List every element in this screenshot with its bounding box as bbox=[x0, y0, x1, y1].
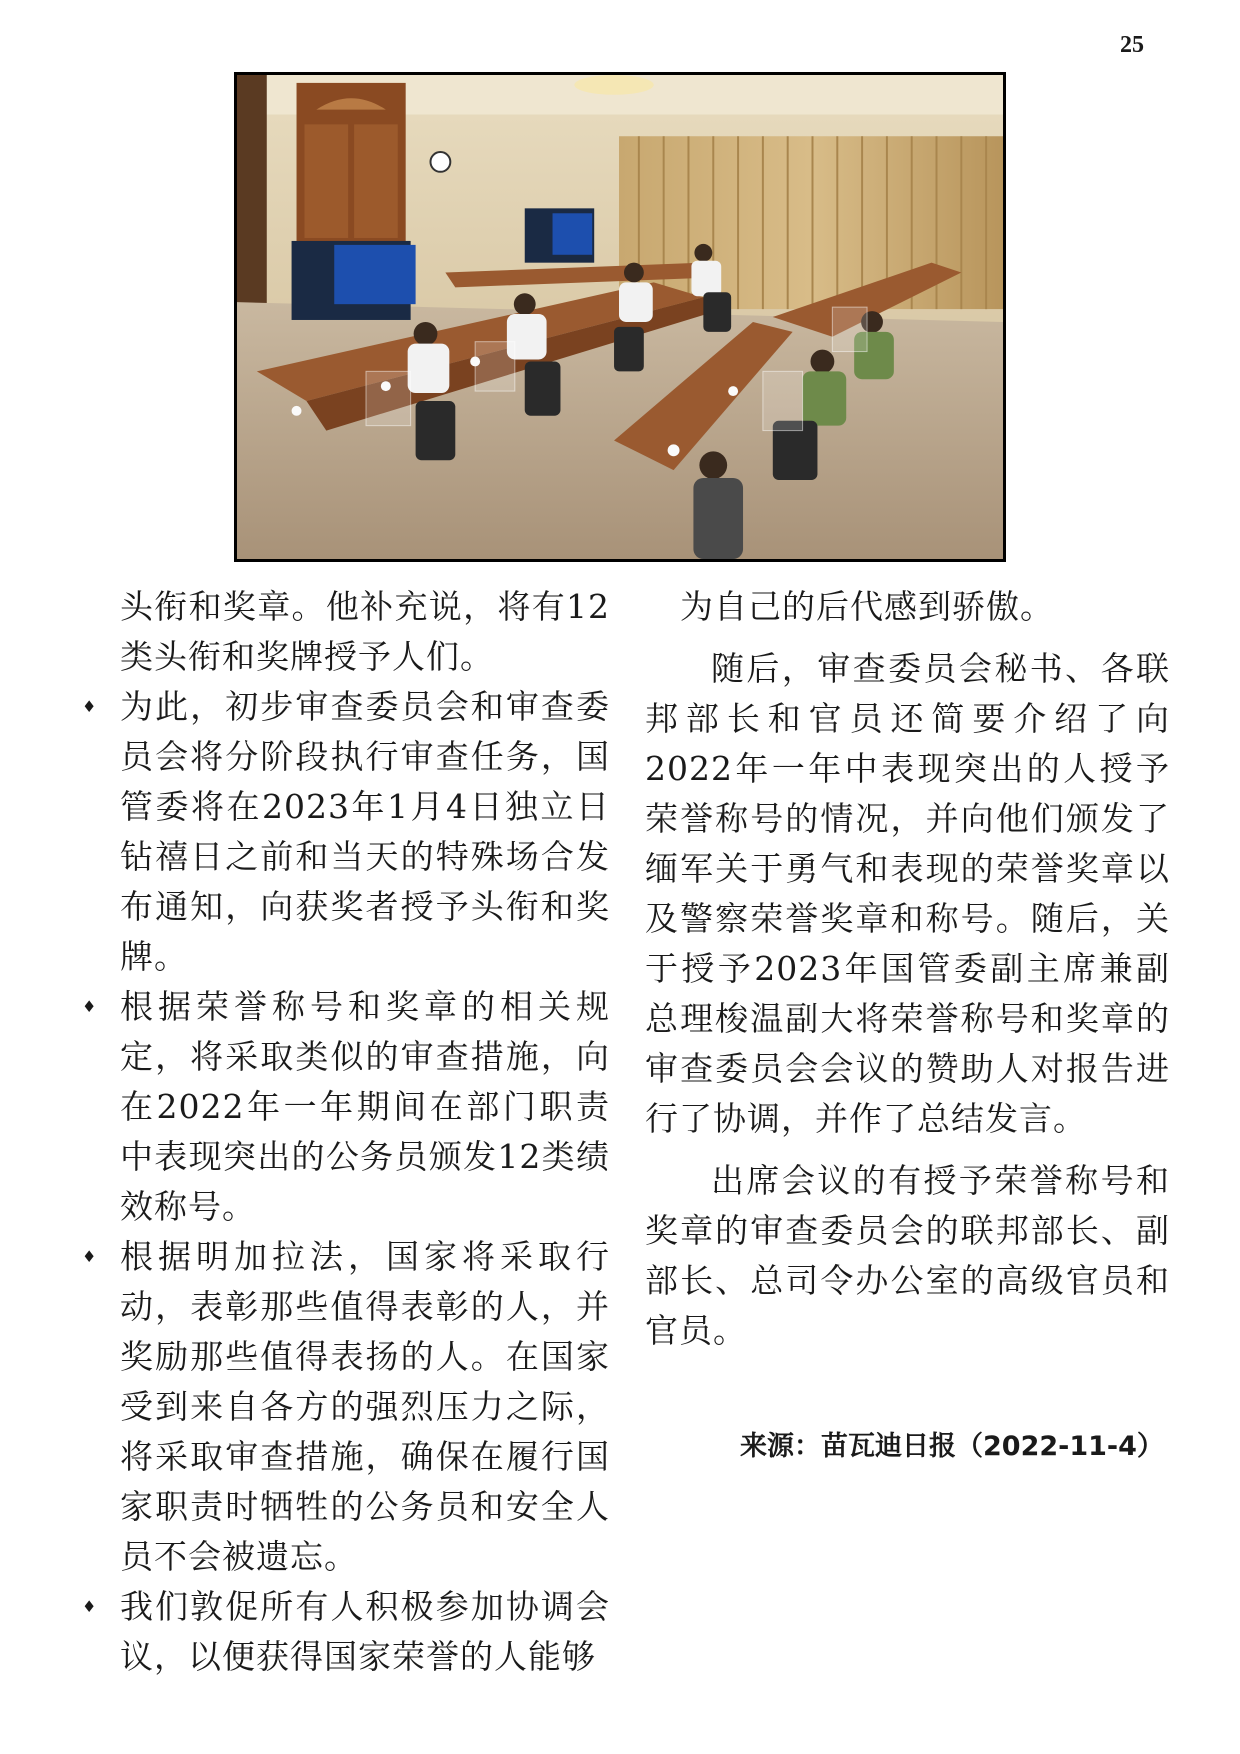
diamond-bullet-icon: ♦ bbox=[82, 997, 98, 1016]
right-column bbox=[645, 582, 1170, 1368]
bullet-text: 我们敦促所有人积极参加协调会议，以便获得国家荣誉的人能够 bbox=[120, 1587, 610, 1676]
bullet-item bbox=[82, 1582, 610, 1682]
paragraph: 随后，审查委员会秘书、各联邦部长和官员还简要介绍了向2022年一年中表现突出的人授予荣誉称号的情况，并向他们颁发了缅军关于勇气和表现的荣誉奖章以及警察荣誉奖章和称号。随后，关于授予2023年国管委副主席兼副总理梭温副大将荣誉称号和奖章的审查委员会会议的赞助人对报告进行了协调，并作了总结发言。 bbox=[645, 649, 1170, 1138]
meeting-photo-illustration bbox=[237, 75, 1003, 559]
bullet-text: 根据荣誉称号和奖章的相关规定，将采取类似的审查措施，向在2022年一年期间在部门职责中表现突出的公务员颁发12类绩效称号。 bbox=[120, 987, 610, 1226]
paragraph: 出席会议的有授予荣誉称号和奖章的审查委员会的联邦部长、副部长、总司令办公室的高级官员和官员。 bbox=[645, 1161, 1170, 1350]
page-number: 25 bbox=[1120, 32, 1144, 58]
continued-bullet-text: 为自己的后代感到骄傲。 bbox=[680, 587, 1054, 626]
bullet-item bbox=[82, 982, 610, 1232]
bullet-item bbox=[82, 1232, 610, 1582]
diamond-bullet-icon: ♦ bbox=[82, 1247, 98, 1266]
diamond-bullet-icon: ♦ bbox=[82, 1597, 98, 1616]
meeting-photo bbox=[234, 72, 1006, 562]
continued-paragraph: 头衔和奖章。他补充说，将有12类头衔和奖牌授予人们。 bbox=[120, 587, 610, 676]
left-column bbox=[82, 582, 610, 1682]
diamond-bullet-icon: ♦ bbox=[82, 697, 98, 716]
source-citation: 来源：苗瓦迪日报（2022-11-4） bbox=[740, 1431, 1164, 1462]
bullet-item bbox=[82, 682, 610, 982]
bullet-text: 为此，初步审查委员会和审查委员会将分阶段执行审查任务，国管委将在2023年1月4日独立日钻禧日之前和当天的特殊场合发布通知，向获奖者授予头衔和奖牌。 bbox=[120, 687, 610, 976]
monitor-screen bbox=[334, 245, 415, 304]
bullet-list bbox=[82, 682, 610, 1682]
bullet-text: 根据明加拉法，国家将采取行动，表彰那些值得表彰的人，并奖励那些值得表扬的人。在国家受到来自各方的强烈压力之际，将采取审查措施，确保在履行国家职责时牺牲的公务员和安全人员不会被遗忘。 bbox=[120, 1237, 610, 1576]
